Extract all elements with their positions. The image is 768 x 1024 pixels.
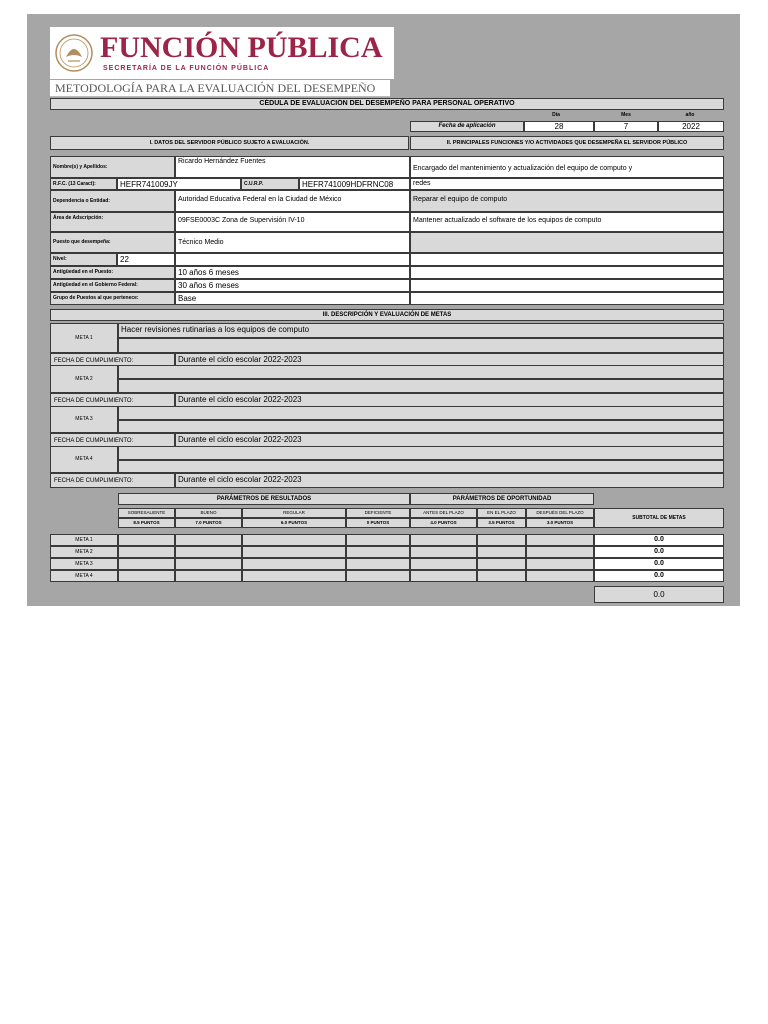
- col-en-plazo: EN EL PLAZO: [477, 508, 526, 518]
- ant-puesto-field[interactable]: 10 años 6 meses: [175, 266, 410, 279]
- pts-regular: 6.0 PUNTOS: [242, 518, 346, 528]
- subtotal-label: SUBTOTAL DE METAS: [594, 508, 724, 528]
- score-row-label: META 2: [50, 546, 118, 558]
- score-cell[interactable]: [242, 534, 346, 546]
- area-label: Área de Adscripción:: [50, 212, 175, 232]
- meta-3-fecha-label: FECHA DE CUMPLIMIENTO:: [50, 433, 175, 447]
- score-cell[interactable]: [346, 534, 410, 546]
- logo-title: FUNCIÓN PÚBLICA: [100, 31, 383, 64]
- score-cell[interactable]: [526, 558, 594, 570]
- puesto-label: Puesto que desempeña:: [50, 232, 175, 253]
- meta-1-fecha-label: FECHA DE CUMPLIMIENTO:: [50, 353, 175, 367]
- score-cell[interactable]: [346, 546, 410, 558]
- area-field[interactable]: 09FSE0003C Zona de Supervisión IV-10: [175, 212, 410, 232]
- col-antes: ANTES DEL PLAZO: [410, 508, 477, 518]
- score-cell[interactable]: [118, 570, 175, 582]
- score-cell[interactable]: [346, 570, 410, 582]
- methodology-text: METODOLOGÍA PARA LA EVALUACIÓN DEL DESEMPEÑO: [55, 81, 376, 95]
- col-despues: DESPUÉS DEL PLAZO: [526, 508, 594, 518]
- curp-field[interactable]: HEFR741009HDFRNC08: [299, 178, 410, 190]
- meta-4-text-2[interactable]: [118, 460, 724, 473]
- score-cell[interactable]: [118, 534, 175, 546]
- meta-2-text-2[interactable]: [118, 379, 724, 393]
- score-cell[interactable]: [526, 570, 594, 582]
- funcion-publica-logo: [50, 27, 394, 79]
- rfc-label: R.F.C. (13 Caract):: [50, 178, 117, 190]
- meta-1-fecha[interactable]: Durante el ciclo escolar 2022-2023: [175, 353, 724, 367]
- score-cell[interactable]: [175, 558, 242, 570]
- rfc-field[interactable]: HEFR741009JY: [117, 178, 241, 190]
- score-cell[interactable]: [410, 558, 477, 570]
- score-cell[interactable]: [175, 546, 242, 558]
- pts-despues: 3.0 PUNTOS: [526, 518, 594, 528]
- meta-4-fecha[interactable]: Durante el ciclo escolar 2022-2023: [175, 473, 724, 488]
- score-cell[interactable]: [242, 570, 346, 582]
- score-row-label: META 4: [50, 570, 118, 582]
- dependencia-field[interactable]: Autoridad Educativa Federal en la Ciudad de México: [175, 190, 410, 212]
- score-cell[interactable]: [526, 546, 594, 558]
- nivel-field[interactable]: 22: [117, 253, 175, 266]
- section1-title: I. DATOS DEL SERVIDOR PÚBLICO SUJETO A EVALUACIÓN.: [50, 136, 409, 150]
- funcion-1b[interactable]: redes: [410, 178, 724, 190]
- score-cell[interactable]: [175, 534, 242, 546]
- grupo-label: Grupo de Puestos al que pertenece:: [50, 292, 175, 305]
- score-cell[interactable]: [118, 546, 175, 558]
- day-label: Día: [552, 112, 560, 118]
- score-cell[interactable]: [175, 570, 242, 582]
- funcion-1a[interactable]: Encargado del mantenimiento y actualización del equipo de computo y: [410, 156, 724, 178]
- col-regular: REGULAR: [242, 508, 346, 518]
- form-title: CÉDULA DE EVALUACIÓN DEL DESEMPEÑO PARA PERSONAL OPERATIVO: [50, 98, 724, 110]
- score-cell[interactable]: [477, 534, 526, 546]
- pts-antes: 4.0 PUNTOS: [410, 518, 477, 528]
- meta-1-text-2[interactable]: [118, 338, 724, 353]
- subtotal-cell: 0.0: [594, 534, 724, 546]
- meta-2-label: META 2: [50, 365, 118, 393]
- score-cell[interactable]: [410, 546, 477, 558]
- col-bueno: BUENO: [175, 508, 242, 518]
- col-deficiente: DEFICIENTE: [346, 508, 410, 518]
- name-field[interactable]: Ricardo Hernández Fuentes: [175, 156, 410, 178]
- funcion-7[interactable]: [410, 279, 724, 292]
- logo-subtitle: SECRETARÍA DE LA FUNCIÓN PÚBLICA: [103, 65, 270, 72]
- grupo-field[interactable]: Base: [175, 292, 410, 305]
- meta-3-text[interactable]: [118, 406, 724, 420]
- ant-puesto-label: Antigüedad en el Puesto:: [50, 266, 175, 279]
- nivel-label: Nivel:: [50, 253, 117, 266]
- score-cell[interactable]: [242, 546, 346, 558]
- funcion-5[interactable]: [410, 253, 724, 266]
- meta-3-text-2[interactable]: [118, 420, 724, 433]
- funcion-6[interactable]: [410, 266, 724, 279]
- score-cell[interactable]: [526, 534, 594, 546]
- month-field[interactable]: 7: [594, 121, 658, 132]
- meta-4-label: META 4: [50, 446, 118, 473]
- meta-2-text[interactable]: [118, 365, 724, 379]
- methodology-banner: [50, 80, 390, 97]
- score-cell[interactable]: [477, 570, 526, 582]
- score-cell[interactable]: [410, 534, 477, 546]
- subtotal-cell: 0.0: [594, 570, 724, 582]
- total-score: 0.0: [594, 586, 724, 603]
- year-field[interactable]: 2022: [658, 121, 724, 132]
- year-label: año: [685, 112, 695, 118]
- section3-title: III. DESCRIPCIÓN Y EVALUACIÓN DE METAS: [50, 309, 724, 321]
- ant-gob-label: Antigüedad en el Gobierno Federal:: [50, 279, 175, 292]
- score-cell[interactable]: [346, 558, 410, 570]
- funcion-8[interactable]: [410, 292, 724, 305]
- pts-sobresaliente: 8.5 PUNTOS: [118, 518, 175, 528]
- name-label: Nombre(s) y Apellidos:: [50, 156, 175, 178]
- meta-3-label: META 3: [50, 406, 118, 433]
- subtotal-cell: 0.0: [594, 558, 724, 570]
- score-cell[interactable]: [118, 558, 175, 570]
- fecha-aplicacion-label: Fecha de aplicación: [410, 121, 524, 132]
- pts-en-plazo: 3.5 PUNTOS: [477, 518, 526, 528]
- ant-gob-field[interactable]: 30 años 6 meses: [175, 279, 410, 292]
- meta-4-fecha-label: FECHA DE CUMPLIMIENTO:: [50, 473, 175, 488]
- month-label: Mes: [621, 112, 631, 118]
- score-row-label: META 1: [50, 534, 118, 546]
- meta-1-label: META 1: [50, 323, 118, 353]
- funcion-2[interactable]: Reparar el equipo de computo: [410, 190, 724, 212]
- meta-2-fecha-label: FECHA DE CUMPLIMIENTO:: [50, 393, 175, 407]
- meta-3-fecha[interactable]: Durante el ciclo escolar 2022-2023: [175, 433, 724, 447]
- funcion-4[interactable]: [410, 232, 724, 253]
- resultados-title: PARÁMETROS DE RESULTADOS: [118, 493, 410, 505]
- pts-deficiente: 0 PUNTOS: [346, 518, 410, 528]
- nivel-blank[interactable]: [175, 253, 410, 266]
- subtotal-cell: 0.0: [594, 546, 724, 558]
- form-sheet: [27, 14, 740, 606]
- meta-2-fecha[interactable]: Durante el ciclo escolar 2022-2023: [175, 393, 724, 407]
- score-cell[interactable]: [242, 558, 346, 570]
- score-cell[interactable]: [477, 546, 526, 558]
- col-sobresaliente: SOBRESALIENTE: [118, 508, 175, 518]
- score-cell[interactable]: [410, 570, 477, 582]
- day-field[interactable]: 28: [524, 121, 594, 132]
- dependencia-label: Dependencia o Entidad:: [50, 190, 175, 212]
- meta-1-text[interactable]: Hacer revisiones rutinarias a los equipos de computo: [118, 323, 724, 338]
- funcion-3[interactable]: Mantener actualizado el software de los equipos de computo: [410, 212, 724, 232]
- score-row-label: META 3: [50, 558, 118, 570]
- mexico-seal-icon: [54, 31, 94, 75]
- pts-bueno: 7.0 PUNTOS: [175, 518, 242, 528]
- score-cell[interactable]: [477, 558, 526, 570]
- curp-label: C.U.R.P.: [241, 178, 299, 190]
- oportunidad-title: PARÁMETROS DE OPORTUNIDAD: [410, 493, 594, 505]
- meta-4-text[interactable]: [118, 446, 724, 460]
- puesto-field[interactable]: Técnico Medio: [175, 232, 410, 253]
- section2-title: II. PRINCIPALES FUNCIONES Y/O ACTIVIDADES QUE DESEMPEÑA EL SERVIDOR PÚBLICO: [410, 136, 724, 150]
